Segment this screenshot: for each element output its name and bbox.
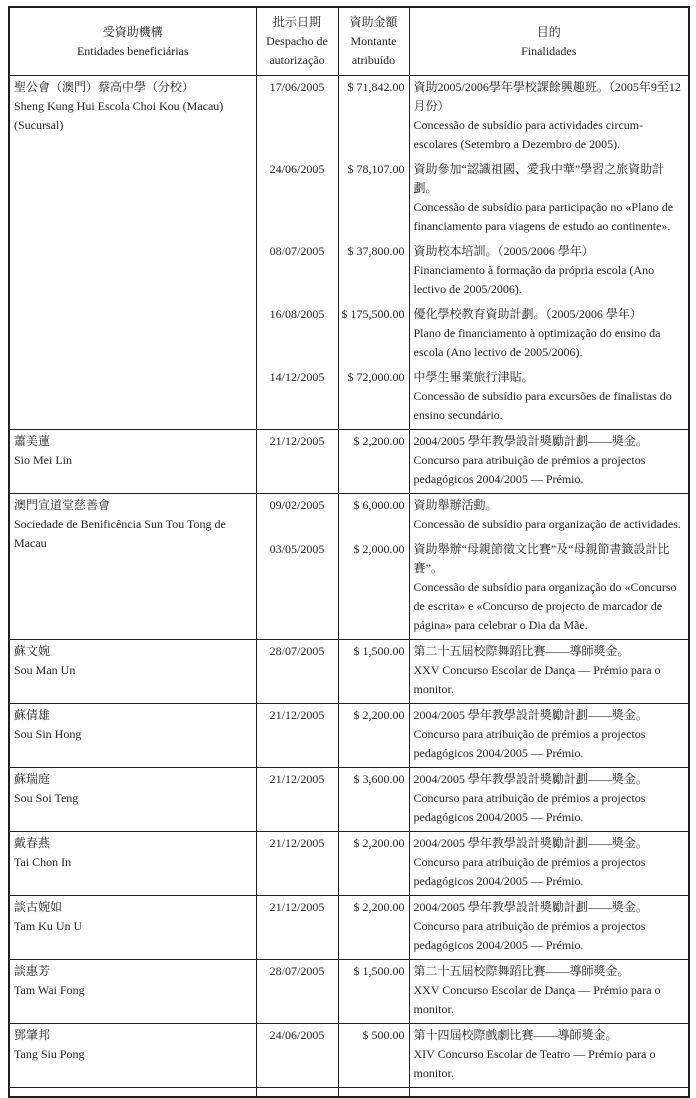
- purpose-zh: 2004/2005 學年教學設計獎勵計劃——獎金。: [413, 836, 648, 850]
- amount-cell: $ 2,200.00: [338, 832, 409, 896]
- purpose-pt: XXV Concurso Escolar de Dança — Prémio para o monitor.: [413, 663, 661, 696]
- header-purpose-pt: Finalidades: [521, 43, 577, 58]
- authorization-date-cell: 21/12/2005: [256, 896, 338, 960]
- table-row: [9, 896, 689, 960]
- header-entities-zh: 受資助機構: [102, 24, 163, 39]
- authorization-date-cell: 24/06/2005: [256, 1024, 338, 1088]
- authorization-date-cell: 14/12/2005: [256, 366, 338, 430]
- purpose-cell: [409, 896, 689, 960]
- amount-cell: $ 2,200.00: [338, 430, 409, 494]
- purpose-cell: [409, 704, 689, 768]
- authorization-date-cell: 24/06/2005: [256, 158, 338, 240]
- purpose-zh: 第二十五屆校際舞蹈比賽——導師獎金。: [413, 644, 630, 658]
- entity-name-pt: Sheng Kung Hui Escola Choi Kou (Macau) (Sucursal): [14, 99, 224, 132]
- authorization-date-cell: 21/12/2005: [256, 832, 338, 896]
- purpose-zh: 2004/2005 學年教學設計獎勵計劃——獎金。: [413, 772, 648, 786]
- authorization-date-cell: 16/08/2005: [256, 303, 338, 366]
- purpose-pt: Concessão de subsídio para participação no «Plano de financiamento para viagens de estudo ao continente».: [413, 200, 674, 233]
- stub-cell: [338, 1088, 409, 1098]
- amount-cell: $ 500.00: [338, 1024, 409, 1088]
- purpose-zh: 資助舉辦“母親節徵文比賽”及“母親節書籤設計比賽”。: [413, 542, 670, 575]
- subsidy-table: [8, 6, 690, 1098]
- entity-name-cell: [9, 640, 256, 704]
- entity-name-cell: [9, 960, 256, 1024]
- entity-name-cell: [9, 494, 256, 640]
- amount-cell: $ 71,842.00: [338, 76, 409, 159]
- purpose-zh: 資助校本培訓。（2005/2006 學年）: [413, 244, 594, 258]
- entity-name-pt: Sou Sin Hong: [14, 727, 82, 741]
- table-row: [9, 1024, 689, 1088]
- purpose-zh: 2004/2005 學年教學設計獎勵計劃——獎金。: [413, 708, 648, 722]
- purpose-pt: XXV Concurso Escolar de Dança — Prémio para o monitor.: [413, 983, 661, 1016]
- entity-name-zh: 蘇倩雄: [14, 708, 51, 722]
- purpose-pt: Concessão de subsídio para excursões de finalistas do ensino secundário.: [413, 389, 672, 422]
- entity-name-pt: Tam Wai Fong: [14, 983, 85, 997]
- header-purpose: [409, 7, 689, 76]
- purpose-zh: 資助舉辦活動。: [413, 498, 498, 512]
- purpose-cell: [409, 366, 689, 430]
- purpose-cell: [409, 1024, 689, 1088]
- amount-cell: $ 2,000.00: [338, 538, 409, 640]
- entity-name-zh: 蘇瑞庭: [14, 772, 51, 786]
- purpose-zh: 中學生畢業旅行津貼。: [413, 370, 534, 384]
- entity-name-pt: Sou Soi Teng: [14, 791, 79, 805]
- entity-name-zh: 澳門宣道堂慈善會: [14, 498, 111, 512]
- header-amount-zh: 資助金額: [349, 15, 398, 29]
- purpose-pt: Concurso para atribuição de prémios a projectos pedagógicos 2004/2005 — Prémio.: [413, 855, 646, 888]
- authorization-date-cell: 28/07/2005: [256, 640, 338, 704]
- table-row: [9, 960, 689, 1024]
- entity-name-zh: 談古婉如: [14, 900, 63, 914]
- header-date: [256, 7, 338, 76]
- purpose-zh: 2004/2005 學年教學設計獎勵計劃——獎金。: [413, 434, 648, 448]
- authorization-date-cell: 03/05/2005: [256, 538, 338, 640]
- amount-cell: $ 37,800.00: [338, 240, 409, 303]
- table-row: [9, 430, 689, 494]
- header-date-pt: Despacho de autorização: [266, 34, 328, 67]
- purpose-cell: [409, 832, 689, 896]
- authorization-date-cell: 28/07/2005: [256, 960, 338, 1024]
- purpose-zh: 2004/2005 學年教學設計獎勵計劃——獎金。: [413, 900, 648, 914]
- amount-cell: $ 2,200.00: [338, 704, 409, 768]
- authorization-date-cell: 21/12/2005: [256, 768, 338, 832]
- table-row: [9, 832, 689, 896]
- header-amount: [338, 7, 409, 76]
- header-amount-pt: Montante atribuído: [350, 34, 397, 67]
- amount-cell: $ 175,500.00: [338, 303, 409, 366]
- entity-name-zh: 蕭美蓮: [14, 434, 51, 448]
- authorization-date-cell: 08/07/2005: [256, 240, 338, 303]
- entity-name-cell: [9, 704, 256, 768]
- purpose-cell: [409, 303, 689, 366]
- purpose-zh: 第十四屆校際戲劇比賽——導師獎金。: [413, 1028, 618, 1042]
- table-row: [9, 704, 689, 768]
- purpose-pt: Concessão de subsídio para organização de actividades.: [413, 517, 681, 531]
- purpose-pt: Concurso para atribuição de prémios a projectos pedagógicos 2004/2005 — Prémio.: [413, 791, 646, 824]
- purpose-pt: Concessão de subsídio para organização do «Concurso de escrita» e «Concurso de projecto de marcador de página» para celebrar o Dia da Mãe.: [413, 580, 677, 632]
- entity-name-pt: Tam Ku Un U: [14, 919, 83, 933]
- purpose-pt: Concurso para atribuição de prémios a projectos pedagógicos 2004/2005 — Prémio.: [413, 727, 646, 760]
- amount-cell: $ 1,500.00: [338, 960, 409, 1024]
- authorization-date-cell: 21/12/2005: [256, 704, 338, 768]
- table-continuation-stub: [9, 1088, 689, 1098]
- entity-name-zh: 聖公會（澳門）蔡高中學（分校）: [14, 80, 195, 94]
- authorization-date-cell: 17/06/2005: [256, 76, 338, 159]
- header-entities: [9, 7, 256, 76]
- entity-name-pt: Sociedade de Benificência Sun Tou Tong de Macau: [14, 517, 226, 550]
- purpose-pt: Concessão de subsídio para actividades circum-escolares (Setembro a Dezembro de 2005).: [413, 118, 644, 151]
- stub-cell: [256, 1088, 338, 1098]
- entity-name-pt: Sio Mei Lin: [14, 453, 73, 467]
- amount-cell: $ 6,000.00: [338, 494, 409, 539]
- purpose-pt: Financiamento à formação da própria escola (Ano lectivo de 2005/2006).: [413, 263, 655, 296]
- header-date-zh: 批示日期: [272, 15, 321, 29]
- entity-name-pt: Tai Chon In: [14, 855, 72, 869]
- table-body: [9, 76, 689, 1098]
- purpose-pt: Plano de financiamento à optimização do ensino da escola (Ano lectivo de 2005/2006).: [413, 326, 661, 359]
- purpose-pt: Concurso para atribuição de prémios a projectos pedagógicos 2004/2005 — Prémio.: [413, 919, 646, 952]
- entity-name-zh: 戴春燕: [14, 836, 51, 850]
- purpose-cell: [409, 494, 689, 539]
- stub-cell: [409, 1088, 689, 1098]
- purpose-cell: [409, 76, 689, 159]
- purpose-zh: 資助2005/2006學年學校課餘興趣班。（2005年9至12月份）: [413, 80, 681, 113]
- purpose-zh: 第二十五屆校際舞蹈比賽——導師獎金。: [413, 964, 630, 978]
- entity-name-cell: [9, 832, 256, 896]
- purpose-cell: [409, 538, 689, 640]
- header-entities-pt: Entidades beneficiárias: [76, 43, 189, 58]
- table-row: [9, 76, 689, 159]
- entity-name-cell: [9, 768, 256, 832]
- purpose-cell: [409, 960, 689, 1024]
- purpose-pt: XIV Concurso Escolar de Teatro — Prémio para o monitor.: [413, 1047, 656, 1080]
- entity-name-cell: [9, 1024, 256, 1088]
- entity-name-zh: 蘇文婉: [14, 644, 51, 658]
- purpose-zh: 優化學校教育資助計劃。（2005/2006 學年）: [413, 307, 642, 321]
- amount-cell: $ 1,500.00: [338, 640, 409, 704]
- amount-cell: $ 3,600.00: [338, 768, 409, 832]
- entity-name-zh: 鄧肇邦: [14, 1028, 51, 1042]
- purpose-cell: [409, 640, 689, 704]
- header-purpose-zh: 目的: [536, 24, 561, 39]
- header-row: [9, 7, 689, 76]
- authorization-date-cell: 09/02/2005: [256, 494, 338, 539]
- table-row: [9, 494, 689, 539]
- entity-name-zh: 談惠芳: [14, 964, 51, 978]
- purpose-pt: Concurso para atribuição de prémios a projectos pedagógicos 2004/2005 — Prémio.: [413, 453, 646, 486]
- purpose-cell: [409, 240, 689, 303]
- amount-cell: $ 72,000.00: [338, 366, 409, 430]
- purpose-cell: [409, 768, 689, 832]
- purpose-cell: [409, 158, 689, 240]
- table-header: [9, 7, 689, 76]
- entity-name-pt: Tang Siu Pong: [14, 1047, 85, 1061]
- authorization-date-cell: 21/12/2005: [256, 430, 338, 494]
- entity-name-cell: [9, 76, 256, 430]
- amount-cell: $ 78,107.00: [338, 158, 409, 240]
- entity-name-cell: [9, 430, 256, 494]
- stub-cell: [9, 1088, 256, 1098]
- purpose-cell: [409, 430, 689, 494]
- table-row: [9, 640, 689, 704]
- table-row: [9, 768, 689, 832]
- amount-cell: $ 2,200.00: [338, 896, 409, 960]
- purpose-zh: 資助參加“認識祖國、愛我中華”學習之旅資助計劃。: [413, 162, 665, 195]
- entity-name-pt: Sou Man Un: [14, 663, 76, 677]
- entity-name-cell: [9, 896, 256, 960]
